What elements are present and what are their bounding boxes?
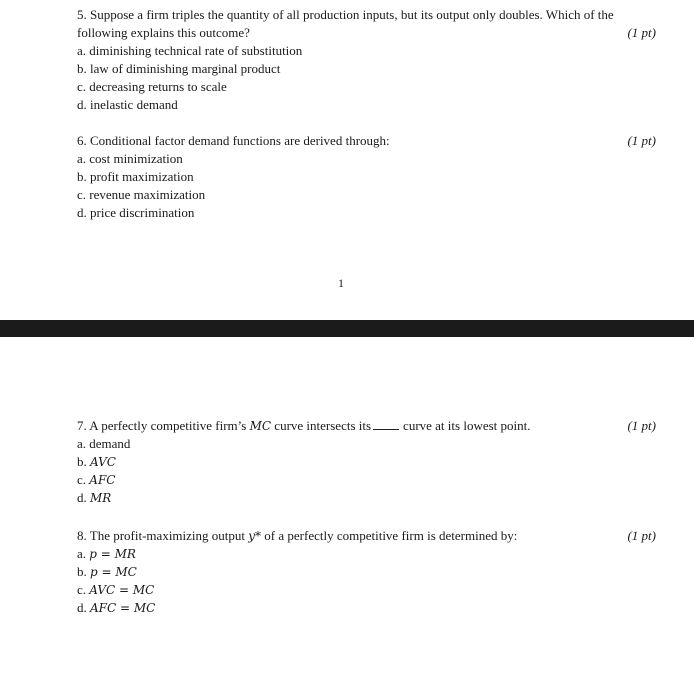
q7-text-line1 xyxy=(77,417,662,435)
page-bottom xyxy=(0,337,694,700)
q8-text-part1: 8. The profit-maximizing output xyxy=(77,528,249,543)
q8-option-label: c. xyxy=(77,582,90,597)
q8-option-c xyxy=(77,581,662,599)
q7-option-c xyxy=(77,471,662,489)
q6-option-a: a. cost minimization xyxy=(77,151,183,166)
q5-text-line1: 5. Suppose a firm triples the quantity of all production inputs, but its output only doubles. Which of the xyxy=(77,7,614,22)
q7-option-label: d. xyxy=(77,490,90,505)
q8-option-a xyxy=(77,545,662,563)
q7-option-text: AFC xyxy=(89,473,116,487)
q8-option-text: AFC = MC xyxy=(90,601,156,615)
q8-option-text: p = MR xyxy=(89,547,136,561)
question-8 xyxy=(77,527,662,617)
q6-text-content: 6. Conditional factor demand functions are derived through: xyxy=(77,133,390,148)
q7-options xyxy=(77,435,662,507)
q8-options xyxy=(77,545,662,617)
q8-text-line1 xyxy=(77,527,662,545)
q5-option-b: b. law of diminishing marginal product xyxy=(77,61,281,76)
q7-text-part3: curve at its lowest point. xyxy=(403,418,531,433)
q7-option-b xyxy=(77,453,662,471)
q7-option-d xyxy=(77,489,662,507)
q7-mc-symbol: MC xyxy=(249,419,272,433)
q7-text-part2: curve intersects its xyxy=(271,418,372,433)
q8-text-part2: of a perfectly competitive firm is determined by: xyxy=(261,528,518,543)
q6-points: (1 pt) xyxy=(627,133,656,148)
q8-option-label: d. xyxy=(77,600,90,615)
q8-points: (1 pt) xyxy=(627,528,656,543)
q8-ystar-symbol: y* xyxy=(248,529,262,543)
q5-option-d: d. inelastic demand xyxy=(77,97,178,112)
q6-text-line1 xyxy=(77,132,662,150)
q7-option-a xyxy=(77,435,662,453)
page-top xyxy=(0,0,694,320)
q8-option-d xyxy=(77,599,662,617)
question-7 xyxy=(77,417,662,507)
q7-blank xyxy=(373,418,399,430)
q8-option-b xyxy=(77,563,662,581)
q7-points: (1 pt) xyxy=(627,418,656,433)
q5-text-line2 xyxy=(77,24,662,42)
q8-option-label: b. xyxy=(77,564,90,579)
q7-text-part1: 7. A perfectly competitive firm’s xyxy=(77,418,250,433)
q7-option-text: MR xyxy=(90,491,112,505)
q5-option-c: c. decreasing returns to scale xyxy=(77,79,227,94)
question-6 xyxy=(77,132,662,222)
q6-option-c: c. revenue maximization xyxy=(77,187,206,202)
q5-option-a: a. diminishing technical rate of substitution xyxy=(77,43,303,58)
q7-option-label: a. xyxy=(77,436,90,451)
page-number: 1 xyxy=(338,276,344,290)
q8-option-text: AVC = MC xyxy=(89,583,155,597)
question-5 xyxy=(77,6,662,114)
q7-option-text: AVC xyxy=(90,455,116,469)
q7-option-label: b. xyxy=(77,454,90,469)
q6-option-b: b. profit maximization xyxy=(77,169,194,184)
q7-option-label: c. xyxy=(77,472,90,487)
q5-points: (1 pt) xyxy=(627,25,656,40)
q8-option-text: p = MC xyxy=(90,565,137,579)
q6-option-d: d. price discrimination xyxy=(77,205,195,220)
q8-option-label: a. xyxy=(77,546,90,561)
page-divider xyxy=(0,320,694,337)
q7-option-text: demand xyxy=(89,436,131,451)
q5-text-line2-content: following explains this outcome? xyxy=(77,25,250,40)
